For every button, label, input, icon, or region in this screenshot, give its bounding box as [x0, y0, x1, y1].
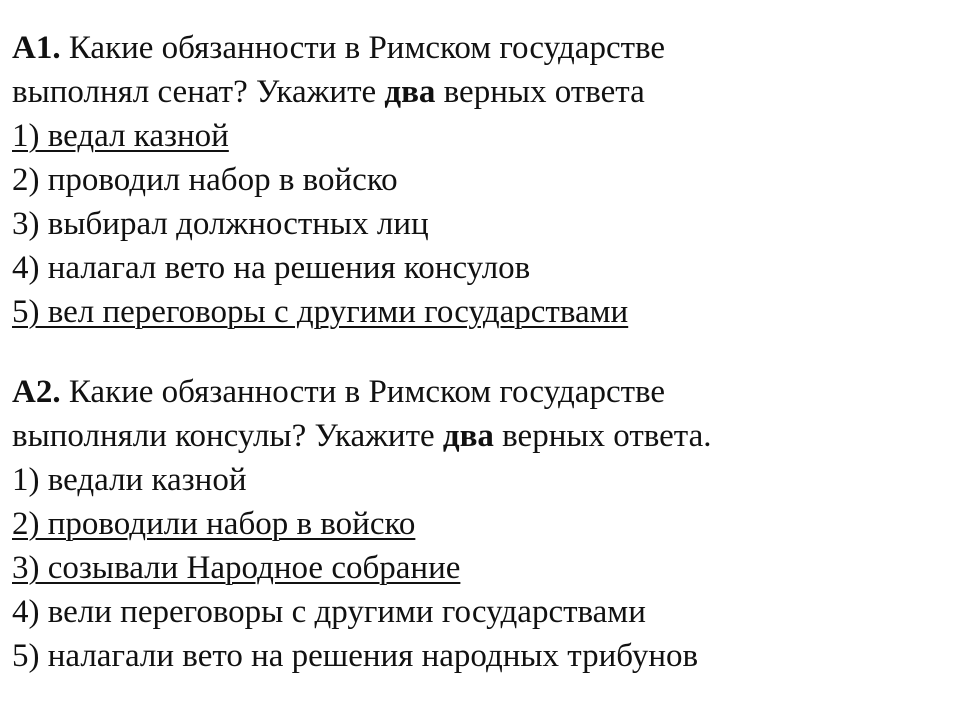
- question-a2-option-5: 5) налагали вето на решения народных трибунов: [12, 638, 699, 674]
- question-a2-number: А2.: [12, 374, 61, 410]
- question-a1-prompt-line2: [12, 70, 942, 114]
- question-a1-option-4: 4) налагал вето на решения консулов: [12, 250, 531, 286]
- question-a2-prompt-part1: выполняли консулы? Укажите: [12, 418, 443, 454]
- question-a2-option-3: 3) созывали Народное собрание: [12, 550, 461, 586]
- question-a1-bold-word: два: [384, 74, 436, 110]
- question-a2-prompt-part2: верных ответа.: [493, 418, 712, 454]
- question-a2-option-1: 1) ведали казной: [12, 462, 247, 498]
- question-a2-prompt-line2: [12, 414, 942, 458]
- question-a1-number: А1.: [12, 30, 61, 66]
- question-a2-prompt-line1: [12, 370, 942, 414]
- question-a2-bold-word: два: [442, 418, 494, 454]
- question-a1-option-5: 5) вел переговоры с другими государствами: [12, 294, 629, 330]
- question-a1: [12, 26, 942, 334]
- question-a1-prompt-part1: выполнял сенат? Укажите: [12, 74, 385, 110]
- question-a1-option-2: 2) проводил набор в войско: [12, 162, 398, 198]
- question-a2: [12, 370, 942, 678]
- question-a1-option-3: 3) выбирал должностных лиц: [12, 206, 429, 242]
- question-a1-prompt-text: Какие обязанности в Римском государстве: [68, 30, 666, 66]
- question-a1-option-1: 1) ведал казной: [12, 118, 229, 154]
- question-a2-prompt-text: Какие обязанности в Римском государстве: [68, 374, 666, 410]
- question-a1-prompt-part2: верных ответа: [435, 74, 645, 110]
- question-a2-option-4: 4) вели переговоры с другими государствами: [12, 594, 646, 630]
- question-a2-option-2: 2) проводили набор в войско: [12, 506, 416, 542]
- question-a1-prompt-line1: [12, 26, 942, 70]
